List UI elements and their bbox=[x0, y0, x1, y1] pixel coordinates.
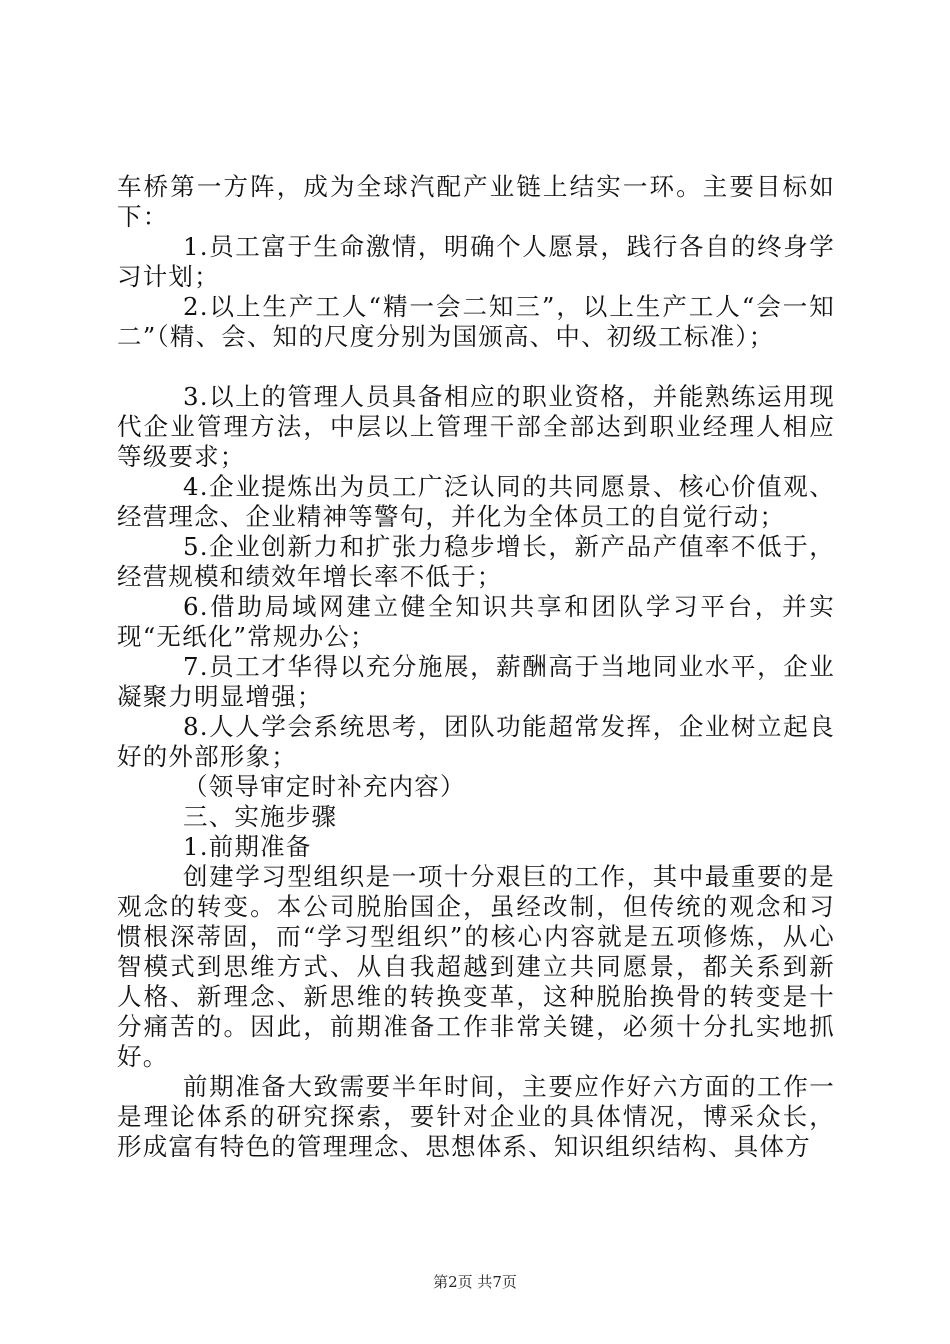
section-heading: 三、实施步骤 bbox=[183, 802, 338, 831]
paragraph-13: 创建学习型组织是一项十分艰巨的工作，其中最重要的是观念的转变。本公司脱胎国企，虽经改制，但传统的观念和习惯根深蒂固，而“学习型组织”的核心内容就是五项修炼，从心智模式到思维方式、从自我超越到建立共同愿景，都关系到新人格、新理念、新思维的转换变革，这种脱胎换骨的转变是十分痛苦的。因此，前期准备工作非常关键，必须十分扎实地抓好。 bbox=[117, 862, 835, 1071]
subsection-heading: 1.前期准备 bbox=[183, 832, 312, 861]
paragraph-1: 车桥第一方阵，成为全球汽配产业链上结实一环。主要目标如下： bbox=[117, 172, 835, 231]
paragraph-14: 前期准备大致需要半年时间，主要应作好六方面的工作一是理论体系的研究探索，要针对企业的具体情况，博采众长，形成富有特色的管理理念、思想体系、知识组织结构、具体方 bbox=[117, 1072, 835, 1161]
paragraph-3: 2.以上生产工人“精一会二知三”，以上生产工人“会一知二”（精、会、知的尺度分别为国颁高、中、初级工标准）； bbox=[117, 292, 835, 351]
paragraph-4: 3.以上的管理人员具备相应的职业资格，并能熟练运用现代企业管理方法，中层以上管理干部全部达到职业经理人相应等级要求； bbox=[117, 382, 835, 471]
paragraph-9: 8.人人学会系统思考，团队功能超常发挥，企业树立起良好的外部形象； bbox=[117, 712, 835, 771]
paragraph-7: 6.借助局域网建立健全知识共享和团队学习平台，并实现“无纸化”常规办公； bbox=[117, 592, 835, 651]
paragraph-10: （领导审定时补充内容） bbox=[183, 772, 466, 801]
paragraph-6: 5.企业创新力和扩张力稳步增长，新产品产值率不低于，经营规模和绩效年增长率不低于； bbox=[117, 532, 835, 591]
paragraph-8: 7.员工才华得以充分施展，薪酬高于当地同业水平，企业凝聚力明显增强； bbox=[117, 652, 835, 711]
paragraph-2: 1.员工富于生命激情，明确个人愿景，践行各自的终身学习计划； bbox=[117, 232, 835, 291]
paragraph-5: 4.企业提炼出为员工广泛认同的共同愿景、核心价值观、经营理念、企业精神等警句，并化为全体员工的自觉行动； bbox=[117, 472, 835, 531]
document-body bbox=[117, 172, 835, 1162]
page-footer: 第2页 共7页 bbox=[433, 1273, 517, 1291]
